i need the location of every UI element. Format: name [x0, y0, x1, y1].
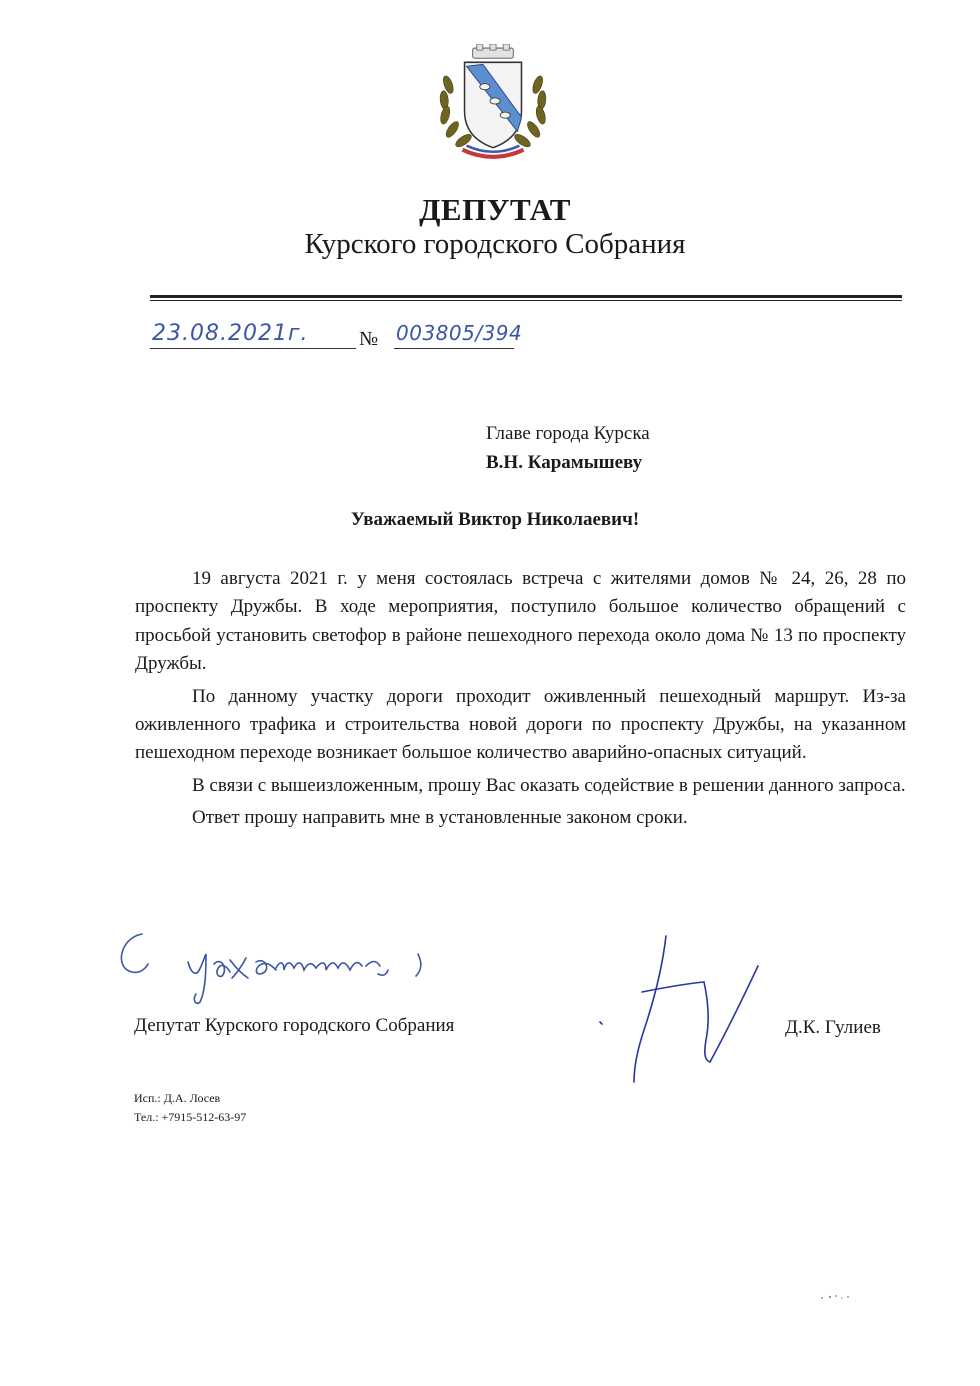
number-underline	[394, 348, 514, 349]
body-paragraph: В связи с вышеизложенным, прошу Вас оказать содействие в решении данного запроса.	[192, 774, 906, 796]
registration-number: 003805/394	[396, 321, 523, 345]
executor-phone: Тел.: +7915-512-63-97	[134, 1110, 247, 1124]
letterhead-subtitle: Курского городского Собрания	[304, 228, 686, 260]
salutation: Уважаемый Виктор Николаевич!	[350, 509, 640, 530]
addressee-position: Главе города Курска	[486, 423, 650, 444]
body-paragraph: 19 августа 2021 г. у меня состоялась встреча с жителями домов № 24, 26, 28 по проспекту Дружбы. В ходе мероприятия, поступило большое количество обращений с просьбой установить светофор в районе пешеходного перехода около дома № 13 по проспекту Дружбы.	[135, 568, 906, 675]
addressee-name: В.Н. Карамышеву	[486, 452, 643, 473]
scan-speck	[816, 1290, 856, 1304]
letterhead-rule-thick	[150, 295, 902, 298]
handwritten-closing	[110, 920, 460, 1010]
executor-name: Исп.: Д.А. Лосев	[134, 1091, 221, 1105]
letter-body	[135, 565, 906, 837]
signatory-position: Депутат Курского городского Собрания	[134, 1015, 455, 1036]
letterhead-title: ДЕПУТАТ	[419, 192, 571, 227]
number-sign: №	[359, 328, 379, 350]
body-paragraph: По данному участку дороги проходит оживленный пешеходный маршрут. Из-за оживленного трафика и строительства новой дороги по проспекту Дружбы, на указанном пешеходном переходе возникает большое количество аварийно-опасных ситуаций.	[135, 685, 906, 764]
signatory-name: Д.К. Гулиев	[785, 1017, 881, 1038]
coat-of-arms-icon	[432, 44, 554, 166]
letterhead-rule-thin	[150, 300, 902, 301]
body-paragraph: Ответ прошу направить мне в установленные законом сроки.	[192, 807, 688, 829]
signature-mark	[592, 930, 762, 1090]
registration-date: 23.08.2021г.	[152, 321, 309, 346]
date-underline	[150, 348, 356, 349]
